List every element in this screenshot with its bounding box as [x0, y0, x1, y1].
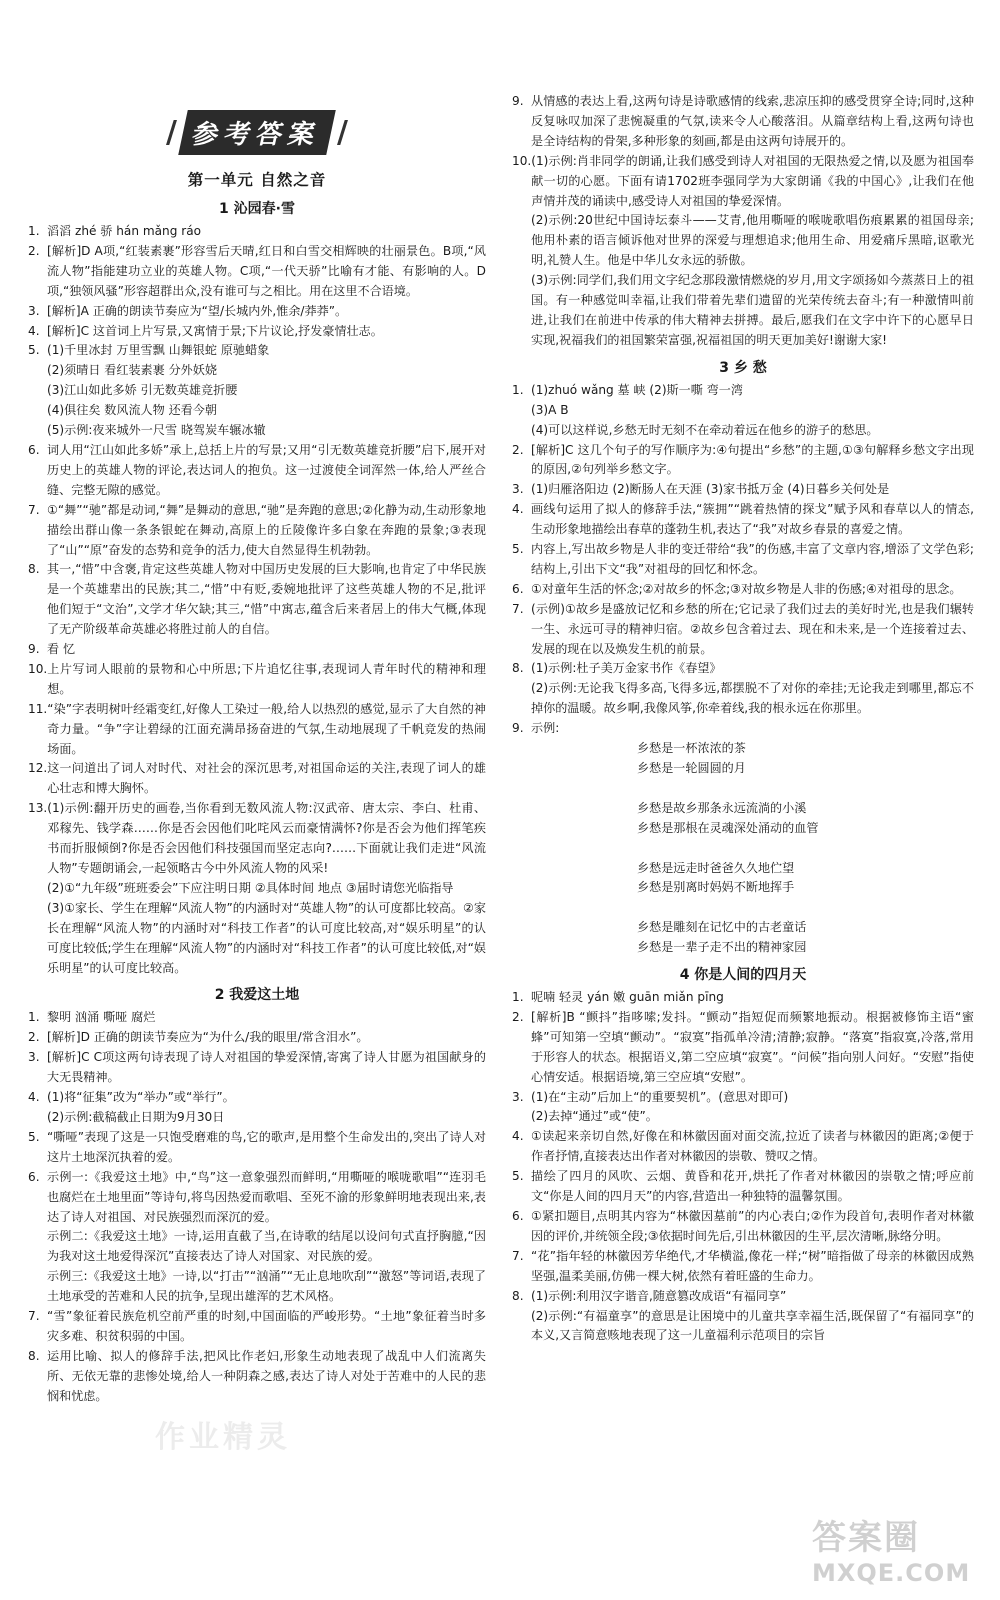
answer-text: (1)将“征集”改为“举办”或“举行”。	[47, 1090, 235, 1105]
answer-number: 1.	[28, 224, 40, 238]
answer-item	[28, 401, 486, 421]
answer-item	[512, 1307, 974, 1347]
answer-text: 看 忆	[47, 642, 76, 657]
answer-number: 10.	[512, 153, 532, 168]
answer-number: 8.	[28, 1348, 40, 1363]
answer-number	[28, 361, 47, 381]
answer-text: ①紧扣题目,点明其内容为“林徽因墓前”的内心表白;②作为段首句,表明作者对林徽因的评价,并统领全段;③依据时间先后,引出林徽因的生平,层次清晰,脉络分明。	[531, 1208, 974, 1243]
answer-item	[28, 640, 486, 660]
answer-text: (3)A B	[531, 402, 569, 417]
answer-text: 示例二:《我爱这土地》一诗,运用直截了当,在诗歌的结尾以设问句式直抒胸臆,“因为我对这土地爱得深沉”直接表达了诗人对国家、对民族的爱。	[47, 1229, 486, 1264]
answer-text: [解析]D A项,“红装素裹”形容雪后天晴,红日和白雪交相辉映的壮丽景色。B项,“风流人物”指能建功立业的英雄人物。C项,“一代天骄”比喻有才能、有影响的人。D项,“独领风骚”形容超群出众,没有谁可与之相比。用在这里不合语境。	[47, 243, 486, 298]
answer-item	[512, 1107, 974, 1127]
answer-text: [解析]D 正确的朗读节奏应为“为什么/我的眼里/常含泪水”。	[47, 1030, 369, 1045]
answer-item	[28, 381, 486, 401]
answer-item	[512, 580, 974, 600]
answer-item	[512, 441, 974, 481]
answer-number: 8.	[28, 562, 40, 577]
answer-text: (5)示例:夜来城外一尺雪 晓驾炭车辗冰辙	[47, 423, 266, 438]
answer-number: 6.	[512, 581, 524, 596]
answer-item	[512, 421, 974, 441]
answer-item	[28, 700, 486, 760]
answer-item	[512, 92, 974, 152]
answer-number: 5.	[28, 1129, 40, 1144]
answer-number: 6.	[28, 442, 40, 457]
answer-text: (1)zhuó wǎng 墓 峡 (2)斯一嘶 弯一湾	[531, 382, 743, 397]
answer-text: ①对童年生活的怀念;②对故乡的怀念;③对故乡物是人非的伤感;④对祖母的思念。	[531, 581, 962, 596]
answer-text: (4)俱往矣 数风流人物 还看今朝	[47, 403, 217, 418]
answer-text: (2)示例:20世纪中国诗坛泰斗——艾青,他用嘶哑的喉咙歌唱伤痕累累的祖国母亲;他用朴素的语言倾诉他对世界的深爱与理想追求;他用生命、用爱痛斥黑暗,讴歌光明,礼赞人生。他是中华儿女永远的骄傲。	[531, 213, 974, 268]
answer-key-banner: / 参考答案 /	[140, 108, 374, 156]
answer-number	[28, 381, 47, 401]
answer-text: ①“舞”“驰”都是动词,“舞”是舞动的意思,“驰”是奔跑的意思;②化静为动,生动形象地描绘出群山像一条条银蛇在舞动,高原上的丘陵像许多白象在奔跑的景象;③表现了“山”“原”奋发的态势和竞争的活力,使大自然显得生机勃勃。	[47, 502, 486, 557]
answer-text: (1)示例:翻开历史的画卷,当你看到无数风流人物:汉武帝、唐太宗、李白、杜甫、邓稼先、钱学森……你是否会因他们叱咤风云而豪情满怀?你是否会为他们挥笔疾书而折服倾倒?你是否会因他们科技强国而坚定志向?……下面就让我们走进“风流人物”专题朗诵会,一起领略古今中外风流人物的风采!	[47, 801, 486, 875]
answer-text: 示例一:《我爱这土地》中,“鸟”这一意象强烈而鲜明,“用嘶哑的喉咙歌唱”“连羽毛也腐烂在土地里面”等诗句,将鸟因热爱而歌唱、至死不渝的形象鲜明地表现出来,表达了诗人对祖国、对民族强烈而深沉的爱。	[47, 1169, 486, 1224]
answer-number	[512, 401, 531, 421]
answer-text: “染”字表明树叶经霜变红,好像人工染过一般,给人以热烈的感觉,显示了大自然的神奇力量。“争”字让碧绿的江面充满昂扬奋进的气氛,生动地展现了千帆竞发的热闹场面。	[47, 701, 486, 756]
watermark-logo	[812, 1510, 972, 1590]
answer-text: [解析]C 这几个句子的写作顺序为:④句提出“乡愁”的主题,①③句解释乡愁文字出现的原因,②句列举乡愁文字。	[531, 442, 974, 477]
stanza-gap	[637, 779, 974, 799]
answer-number: 7.	[28, 1309, 40, 1324]
answer-text: (3)江山如此多娇 引无数英雄竞折腰	[47, 383, 238, 398]
answer-number: 8.	[512, 661, 524, 676]
answer-number: 4.	[28, 1090, 40, 1105]
answer-text: (示例)①故乡是盛放记忆和乡愁的所在;它记录了我们过去的美好时光,也是我们辗转一生、永远可寻的精神归宿。②故乡包含着过去、现在和未来,是一个连接着过去、发展的现在以及焕发生机的前景。	[531, 601, 974, 656]
answer-item	[512, 719, 974, 739]
answer-item	[28, 879, 486, 899]
answer-item	[28, 759, 486, 799]
answer-item	[28, 799, 486, 879]
watermark-logo-en: MXQE.COM	[812, 1559, 971, 1587]
answer-number: 2.	[512, 442, 524, 457]
answer-number: 11.	[28, 701, 48, 716]
stanza-gap	[637, 839, 974, 859]
answer-number	[28, 421, 47, 441]
answer-number	[28, 879, 47, 899]
section-2-answers	[28, 1008, 486, 1406]
answer-text: 上片写词人眼前的景物和心中所思;下片追忆往事,表现词人青年时代的精神和理想。	[47, 661, 486, 696]
answer-number: 8.	[512, 1288, 524, 1303]
answer-number: 7.	[28, 502, 40, 517]
answer-number	[28, 401, 47, 421]
answer-item	[28, 1168, 486, 1228]
answer-item	[28, 441, 486, 501]
answer-item	[512, 540, 974, 580]
answer-number: 7.	[512, 1248, 524, 1263]
poem-line: 乡愁是雕刻在记忆中的古老童话	[637, 920, 807, 935]
answer-text: 从情感的表达上看,这两句诗是诗歌感情的线索,悲凉压抑的感受贯穿全诗;同时,这种反复咏叹加深了悲惋凝重的气氛,读来令人心酸落泪。从篇章结构上看,这两句诗也是全诗结构的骨架,多种形象的刻画,都是由这两句诗展开的。	[531, 94, 974, 148]
answer-number: 9.	[28, 642, 40, 657]
answer-number	[28, 899, 47, 979]
answer-number	[512, 421, 531, 441]
answer-text: (2)须晴日 看红装素裹 分外妖娆	[47, 363, 217, 378]
answer-text: “雪”象征着民族危机空前严重的时刻,中国面临的严峻形势。“土地”象征着当时多灾多难、积贫积弱的中国。	[47, 1309, 486, 1343]
answer-number	[512, 1107, 531, 1127]
right-column	[512, 0, 974, 1346]
left-column	[28, 0, 486, 1407]
answer-text: “花”指年轻的林徽因芳华绝代,才华横溢,像花一样;“树”暗指做了母亲的林徽因成熟坚强,温柔美丽,仿佛一棵大树,依然有着旺盛的生命力。	[531, 1248, 974, 1283]
banner-title: 参考答案	[178, 110, 336, 155]
answer-number: 5.	[512, 542, 524, 557]
answer-item	[28, 421, 486, 441]
answer-item	[512, 1167, 974, 1207]
answer-number: 3.	[28, 1050, 40, 1065]
answer-item	[512, 1207, 974, 1247]
answer-number	[512, 1307, 531, 1347]
answer-number: 7.	[512, 601, 524, 616]
poem-line: 乡愁是一杯浓浓的茶	[637, 741, 746, 756]
answer-number: 3.	[512, 482, 524, 497]
section-3-answers	[512, 381, 974, 739]
answer-number: 4.	[512, 502, 524, 517]
answer-text: 内容上,写出故乡物是人非的变迁带给“我”的伤感,丰富了文章内容,增添了文学色彩;结构上,引出下文“我”对祖母的回忆和怀念。	[531, 542, 974, 576]
answer-number: 5.	[28, 343, 40, 358]
answer-item	[512, 271, 974, 351]
answer-number: 6.	[512, 1208, 524, 1223]
poem-line: 乡愁是一辈子走不出的精神家园	[637, 940, 807, 955]
answer-item	[28, 1008, 486, 1028]
answer-text: (1)千里冰封 万里雪飘 山舞银蛇 原驰蜡象	[47, 343, 270, 358]
answer-item	[28, 560, 486, 640]
answer-number: 1.	[28, 1010, 40, 1025]
answer-text: 其一,“惜”中含褒,肯定这些英雄人物对中国历史发展的巨大影响,也肯定了中华民族是一个英雄辈出的民族;其二,“惜”中有贬,委婉地批评了这些英雄人物的不足,批评他们短于“文治”,文学才华欠缺;其三,“惜”中寓志,蕴含后来者居上的伟大气概,体现了无产阶级革命英雄必将胜过前人的自信。	[47, 562, 486, 637]
answer-text: 词人用“江山如此多娇”承上,总括上片的写景;又用“引无数英雄竞折腰”启下,展开对历史上的英雄人物的评论,表达词人的抱负。这一过渡使全词浑然一体,给人严丝合缝、完整无隙的感觉。	[47, 442, 486, 497]
answer-item	[512, 1247, 974, 1287]
answer-text: (1)归雁洛阳边 (2)断肠人在天涯 (3)家书抵万金 (4)日暮乡关何处是	[531, 482, 890, 497]
answer-text: 呢喃 轻灵 yán 嫩 guān miǎn pīng	[531, 990, 724, 1005]
answer-text: [解析]C C项这两句诗表现了诗人对祖国的挚爱深情,寄寓了诗人甘愿为祖国献身的大无畏精神。	[47, 1050, 486, 1085]
answer-number: 4.	[28, 323, 40, 338]
answer-item	[28, 1108, 486, 1128]
poem-line: 乡愁是故乡那条永远流淌的小溪	[637, 800, 807, 815]
answer-item	[28, 501, 486, 561]
answer-text: ①读起来亲切自然,好像在和林徽因面对面交流,拉近了读者与林徽因的距离;②便于作者抒情,直接表达出作者对林徽因的崇敬、赞叹之情。	[531, 1129, 974, 1164]
answer-item	[512, 600, 974, 660]
section-title-2: 2 我爱这土地	[214, 987, 300, 1004]
answer-item	[28, 1267, 486, 1307]
answer-text: (1)示例:杜子美万金家书作《春望》	[531, 661, 722, 676]
section-4-answers	[512, 988, 974, 1346]
answer-text: (3)示例:同学们,我们用文字纪念那段激情燃烧的岁月,用文字颂扬如今蒸蒸日上的祖国。有一种感觉叫幸福,让我们带着先辈们遗留的光荣传统去奋斗;有一种激情叫前进,让我们在前进中传承的伟大精神去拼搏。最后,愿我们在文字中许下的心愿早日实现,祝福我们的祖国繁荣富强,祝福祖国的明天更加美好!谢谢大家!	[531, 273, 974, 347]
answer-item	[28, 1128, 486, 1168]
answer-number	[512, 679, 531, 719]
answer-item	[512, 1287, 974, 1307]
answer-item	[28, 660, 486, 700]
answer-item	[512, 381, 974, 401]
answer-item	[512, 988, 974, 1008]
answer-text: 运用比喻、拟人的修辞手法,把风比作老妇,形象生动地表现了战乱中人们流离失所、无依无靠的悲惨处境,给人一种阴森之感,表达了诗人对处于苦难中的人民的悲悯和忧虑。	[47, 1348, 486, 1403]
answer-number: 5.	[512, 1169, 524, 1184]
answer-number: 13.	[28, 801, 48, 816]
answer-item	[512, 659, 974, 679]
answer-number: 6.	[28, 1169, 40, 1184]
answer-text: (2)示例:无论我飞得多高,飞得多远,都摆脱不了对你的牵挂;无论我走到哪里,都忘不掉你的温暖。故乡啊,我像风筝,你牵着线,我的根永远在你那里。	[531, 681, 974, 716]
answer-number: 4.	[512, 1129, 524, 1144]
poem-line: 乡愁是一轮圆圆的月	[637, 761, 746, 775]
section-title-1: 1 沁园春·雪	[219, 201, 295, 217]
answer-item	[512, 500, 974, 540]
answer-text: (2)示例:截稿截止日期为9月30日	[47, 1109, 225, 1124]
answer-item	[512, 480, 974, 500]
answer-text: [解析]B “颤抖”指哆嗦;发抖。“颤动”指短促而频繁地振动。根据被修饰主语“蜜蜂”可知第一空填“颤动”。“寂寞”指孤单冷清;清静;寂静。“落寞”指寂寞,冷落,常用于形容人的状态。根据语义,第二空应填“寂寞”。“问候”指向别人问好。“安慰”指使心情安适。根据语境,第三空应填“安慰”。	[531, 1009, 974, 1084]
answer-item	[512, 1008, 974, 1088]
answer-item	[28, 242, 486, 302]
unit-title: 第一单元 自然之音	[187, 171, 327, 189]
answer-text: 描绘了四月的风吹、云烟、黄昏和花开,烘托了作者对林徽因的崇敬之情;呼应前文“你是人间的四月天”的内容,营造出一种独特的温馨氛围。	[531, 1169, 974, 1204]
section-2-answers-continued	[512, 92, 974, 351]
answer-text: (4)可以这样说,乡愁无时无刻不在牵动着远在他乡的游子的愁思。	[531, 422, 879, 437]
answer-number	[512, 211, 531, 271]
answer-number	[28, 1267, 47, 1307]
answer-item	[28, 1088, 486, 1108]
answer-item	[28, 1048, 486, 1088]
answer-text: (2)去掉“通过”或“使”。	[531, 1109, 658, 1124]
answer-number: 2.	[512, 1009, 524, 1024]
answer-item	[512, 211, 974, 271]
answer-number: 1.	[512, 382, 524, 397]
answer-number	[28, 1227, 47, 1267]
poem-line: 乡愁是别离时妈妈不断地挥手	[637, 880, 795, 895]
answer-text: 黎明 汹涌 嘶哑 腐烂	[47, 1010, 156, 1025]
answer-text: 示例三:《我爱这土地》一诗,以“打击”“汹涌”“无止息地吹刮”“激怒”等词语,表现了土地承受的苦难和人民的抗争,呈现出雄浑的艺术风格。	[47, 1269, 486, 1304]
answer-number: 3.	[28, 303, 40, 318]
answer-text: (1)示例:利用汉字谐音,随意篡改成语“有福同享”	[531, 1288, 787, 1303]
section-title-3: 3 乡 愁	[719, 359, 767, 376]
answer-text: (2)①“九年级”班班委会”下应注明日期 ②具体时间 地点 ③届时请您光临指导	[47, 880, 454, 895]
answer-item	[512, 679, 974, 719]
answer-number	[512, 271, 531, 351]
answer-item	[28, 302, 486, 322]
answer-number: 2.	[28, 243, 40, 258]
answer-item	[28, 1307, 486, 1347]
answer-text: (3)①家长、学生在理解“风流人物”的内涵时对“英雄人物”的认可度都比较高。②家长在理解“风流人物”的内涵时对“科技工作者”的认可度比较高,对“娱乐明星”的认可度比较低;学生在理解“风流人物”的内涵时对“科技工作者”的认可度比较低,对“娱乐明星”的认可度比较高。	[47, 900, 486, 975]
answer-item	[28, 1227, 486, 1267]
answer-number: 9.	[512, 94, 524, 108]
answer-item	[28, 1028, 486, 1048]
answer-number: 9.	[512, 721, 524, 736]
answer-text: “嘶哑”表现了这是一只饱受磨难的鸟,它的歌声,是用整个生命发出的,突出了诗人对这片土地深沉执着的爱。	[47, 1129, 486, 1164]
watermark-text: 作业精灵	[155, 1420, 291, 1455]
sample-poem	[512, 739, 974, 958]
answer-item	[28, 1347, 486, 1407]
answer-item	[512, 1088, 974, 1108]
answer-text: (1)示例:肖非同学的朗诵,让我们感受到诗人对祖国的无限热爱之情,以及愿为祖国奉献一切的心愿。下面有请1702班李强同学为大家朗诵《我的中国心》,让我们在他声情并茂的诵读中,感受诗人对祖国的挚爱深情。	[531, 153, 974, 208]
poem-line: 乡愁是那根在灵魂深处涌动的血管	[637, 820, 819, 835]
answer-item	[512, 401, 974, 421]
answer-item	[28, 899, 486, 979]
answer-text: (2)示例:“有福童享”的意思是让困境中的儿童共享幸福生活,既保留了“有福同享”的本义,又言简意赅地表现了这一儿童福利示范项目的宗旨	[531, 1308, 974, 1343]
answer-text: [解析]C 这首词上片写景,又寓情于景;下片议论,抒发豪情壮志。	[47, 323, 383, 338]
answer-item	[28, 322, 486, 342]
section-title-4: 4 你是人间的四月天	[679, 967, 807, 984]
answer-text: 画线句运用了拟人的修辞手法,“簇拥”“跳着热情的探戈”赋予风和春草以人的情态,生动形象地描绘出春草的蓬勃生机,表达了“我”对故乡春景的喜爱之情。	[531, 502, 974, 537]
answer-item	[512, 1127, 974, 1167]
stanza-gap	[637, 898, 974, 918]
section-1-answers	[28, 222, 486, 978]
answer-text: 示例:	[531, 721, 560, 736]
answer-number: 12.	[28, 761, 48, 776]
answer-number: 3.	[512, 1089, 524, 1104]
answer-text: [解析]A 正确的朗读节奏应为“望/长城内外,惟余/莽莽”。	[47, 303, 348, 318]
answer-text: (1)在“主动”后加上“的重要契机”。(意思对即可)	[531, 1089, 789, 1104]
watermark-logo-cn: 答案圈	[812, 1518, 920, 1558]
answer-number: 2.	[28, 1030, 40, 1045]
answer-number	[28, 1108, 47, 1128]
answer-item	[28, 361, 486, 381]
answer-text: 滔滔 zhé 骄 hán mǎng ráo	[47, 224, 202, 238]
answer-number: 10.	[28, 661, 48, 676]
answer-item	[28, 222, 486, 242]
answer-item	[512, 152, 974, 212]
answer-number: 1.	[512, 990, 524, 1005]
answer-text: 这一问道出了词人对时代、对社会的深沉思考,对祖国命运的关注,表现了词人的雄心壮志和博大胸怀。	[47, 761, 486, 796]
poem-line: 乡愁是远走时爸爸久久地伫望	[637, 860, 795, 875]
answer-item	[28, 341, 486, 361]
